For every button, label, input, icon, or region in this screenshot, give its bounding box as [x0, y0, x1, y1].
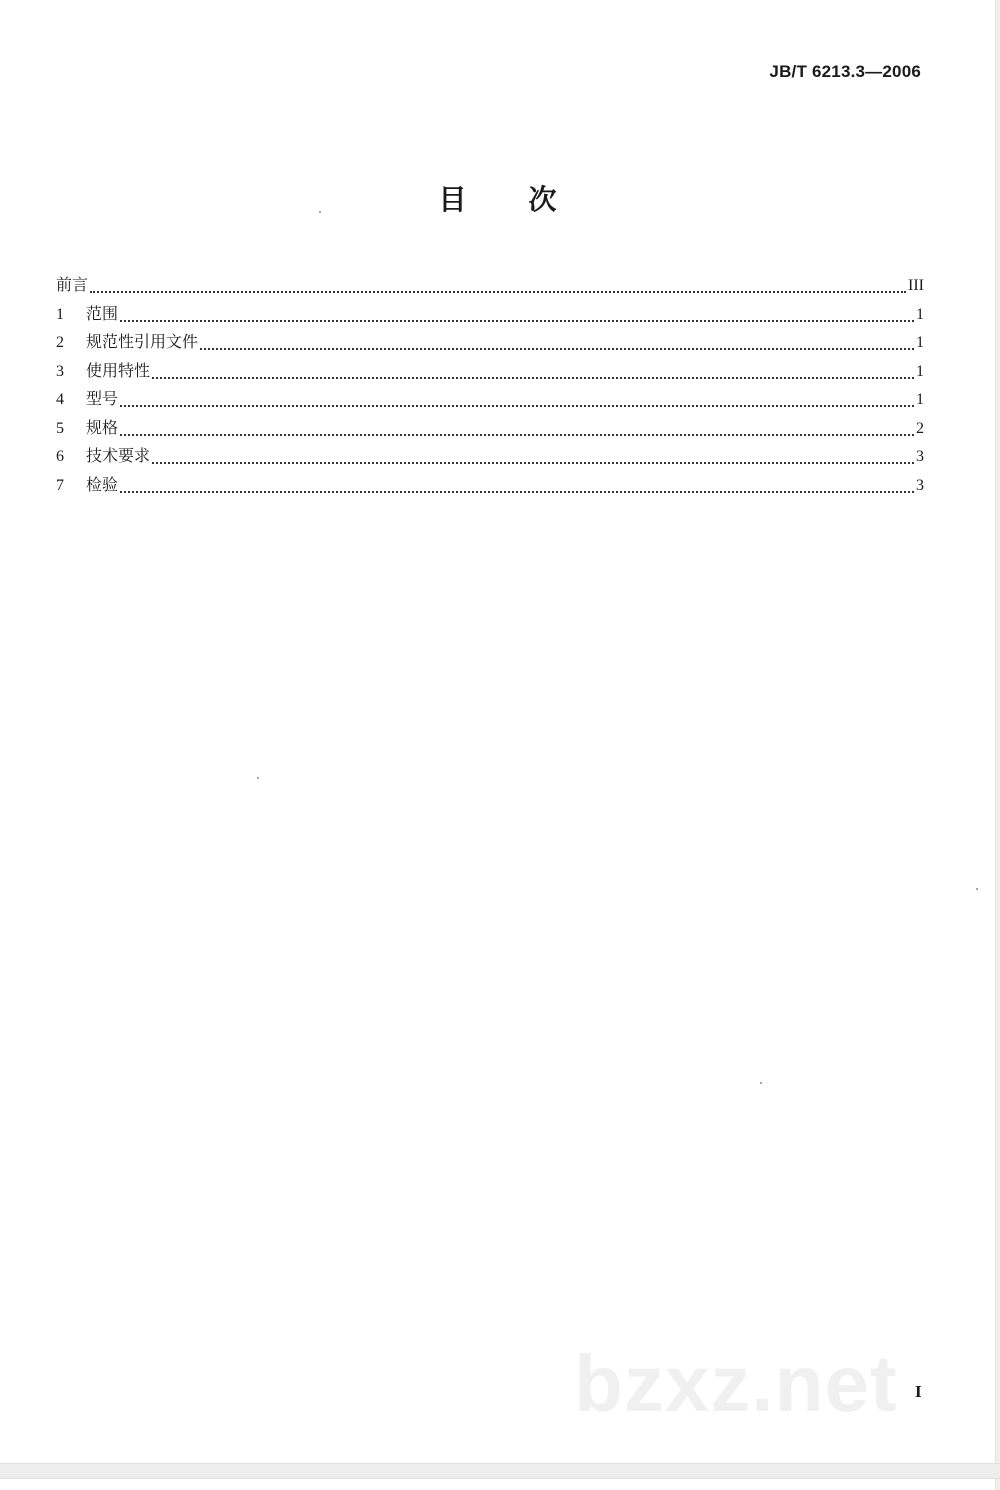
toc-entry-preface[interactable] — [56, 271, 924, 300]
scan-speck — [319, 211, 321, 213]
toc-page: 1 — [916, 391, 924, 408]
scan-speck — [976, 888, 978, 890]
watermark: bzxz.net — [574, 1339, 898, 1428]
toc-leader — [120, 434, 914, 436]
scan-speck — [257, 777, 259, 779]
toc-page: III — [908, 277, 924, 294]
toc-entry-5[interactable] — [56, 414, 924, 443]
page-separator — [0, 1463, 1000, 1479]
toc-number: 6 — [56, 448, 64, 465]
toc-number: 2 — [56, 334, 64, 351]
toc-entry-3[interactable] — [56, 357, 924, 386]
toc-page: 3 — [916, 448, 924, 465]
toc-page: 1 — [916, 305, 924, 323]
toc-number: 7 — [56, 476, 64, 494]
next-page-top — [0, 1479, 995, 1490]
toc-page: 1 — [916, 334, 924, 351]
toc-number: 4 — [56, 391, 64, 408]
toc-leader — [200, 348, 914, 350]
toc-entry-4[interactable] — [56, 385, 924, 414]
toc-page: 2 — [916, 419, 924, 437]
table-of-contents — [56, 271, 924, 499]
toc-leader — [152, 462, 914, 464]
page-edge-scrollbar — [995, 0, 1000, 1490]
scan-speck — [760, 1082, 762, 1084]
toc-label: 范围 — [86, 303, 119, 323]
toc-entry-2[interactable] — [56, 328, 924, 357]
standard-code: JB/T 6213.3—2006 — [769, 62, 921, 81]
toc-label: 技术要求 — [86, 446, 151, 465]
toc-number: 3 — [56, 362, 64, 380]
toc-entry-1[interactable] — [56, 300, 924, 329]
toc-label: 规格 — [86, 417, 119, 437]
toc-label: 检验 — [86, 474, 119, 494]
toc-entry-7[interactable] — [56, 471, 924, 500]
toc-leader — [120, 320, 914, 322]
toc-page: 1 — [916, 362, 924, 380]
title-char-2: 次 — [528, 183, 557, 216]
page-number: I — [915, 1382, 922, 1401]
title-char-1: 目 — [438, 183, 467, 216]
toc-leader — [120, 491, 914, 493]
toc-leader — [120, 405, 914, 407]
toc-number: 5 — [56, 419, 64, 437]
toc-number: 1 — [56, 305, 64, 323]
toc-label: 使用特性 — [86, 360, 151, 380]
toc-label: 规范性引用文件 — [86, 332, 199, 351]
toc-leader — [90, 291, 906, 293]
toc-entry-6[interactable] — [56, 442, 924, 471]
toc-label: 型号 — [86, 389, 119, 408]
toc-label: 前言 — [56, 275, 89, 294]
toc-leader — [152, 377, 914, 379]
toc-page: 3 — [916, 476, 924, 494]
page-title — [0, 178, 995, 218]
